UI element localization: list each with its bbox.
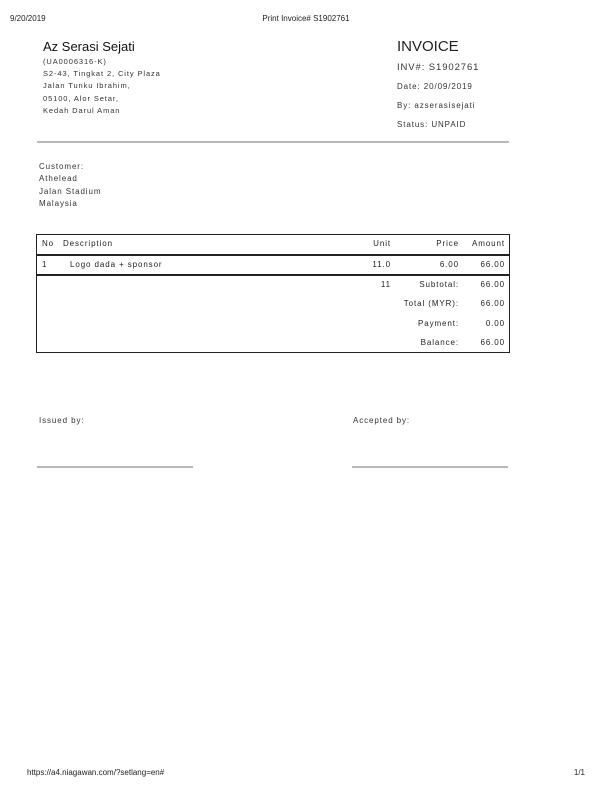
invoice-number: INV#: S1902761 [397, 62, 480, 73]
table-header-divider [37, 254, 509, 256]
balance-label: Balance: [420, 338, 459, 347]
unit-total: 11 [380, 280, 391, 289]
print-footer [0, 768, 612, 780]
table-body-divider [37, 274, 509, 276]
invoice-title: INVOICE [397, 38, 459, 55]
customer-line: Jalan Stadium [39, 186, 102, 196]
print-header [0, 14, 612, 26]
row-unit: 11.0 [372, 260, 391, 269]
company-name: Az Serasi Sejati [43, 39, 135, 54]
company-address-line: Kedah Darul Aman [43, 105, 121, 115]
company-address [43, 56, 161, 117]
company-address-line: 05100, Alor Setar, [43, 93, 119, 103]
row-price: 6.00 [439, 260, 459, 269]
issued-by-label: Issued by: [39, 416, 85, 425]
accepted-by-signature-line [352, 466, 508, 468]
print-url: https://a4.niagawan.com/?setlang=en# [27, 768, 165, 777]
invoice-issued-by: By: azserasisejati [397, 101, 476, 110]
row-no: 1 [42, 260, 48, 269]
row-description: Logo dada + sponsor [70, 260, 163, 269]
company-address-line: Jalan Tunku Ibrahim, [43, 81, 131, 91]
customer-line: Athelead [39, 174, 78, 184]
total-label: Total (MYR): [403, 299, 459, 308]
customer-line: Malaysia [39, 198, 78, 208]
page-number: 1/1 [573, 768, 585, 777]
header-amount: Amount [472, 239, 505, 248]
payment-value: 0.00 [485, 319, 505, 328]
balance-value: 66.00 [480, 338, 505, 347]
company-address-line: S2-43, Tingkat 2, City Plaza [43, 69, 161, 79]
header-no: No [42, 239, 55, 248]
subtotal-value: 66.00 [480, 280, 505, 289]
customer-label: Customer: [39, 162, 84, 171]
issued-by-signature-line [37, 466, 193, 468]
header-divider [37, 141, 509, 143]
items-table [36, 234, 510, 353]
header-price: Price [436, 239, 459, 248]
row-amount: 66.00 [480, 260, 505, 269]
customer-block [39, 161, 101, 210]
invoice-date: Date: 20/09/2019 [397, 82, 473, 91]
total-value: 66.00 [480, 299, 505, 308]
print-title: Print Invoice# S1902761 [262, 14, 350, 23]
print-date: 9/20/2019 [10, 14, 46, 23]
company-registration: (UA0006316-K) [43, 57, 107, 66]
invoice-status: Status: UNPAID [397, 120, 467, 129]
subtotal-label: Subtotal: [419, 280, 459, 289]
payment-label: Payment: [418, 319, 459, 328]
header-description: Description [63, 239, 113, 248]
header-unit: Unit [373, 239, 391, 248]
accepted-by-label: Accepted by: [353, 416, 411, 425]
